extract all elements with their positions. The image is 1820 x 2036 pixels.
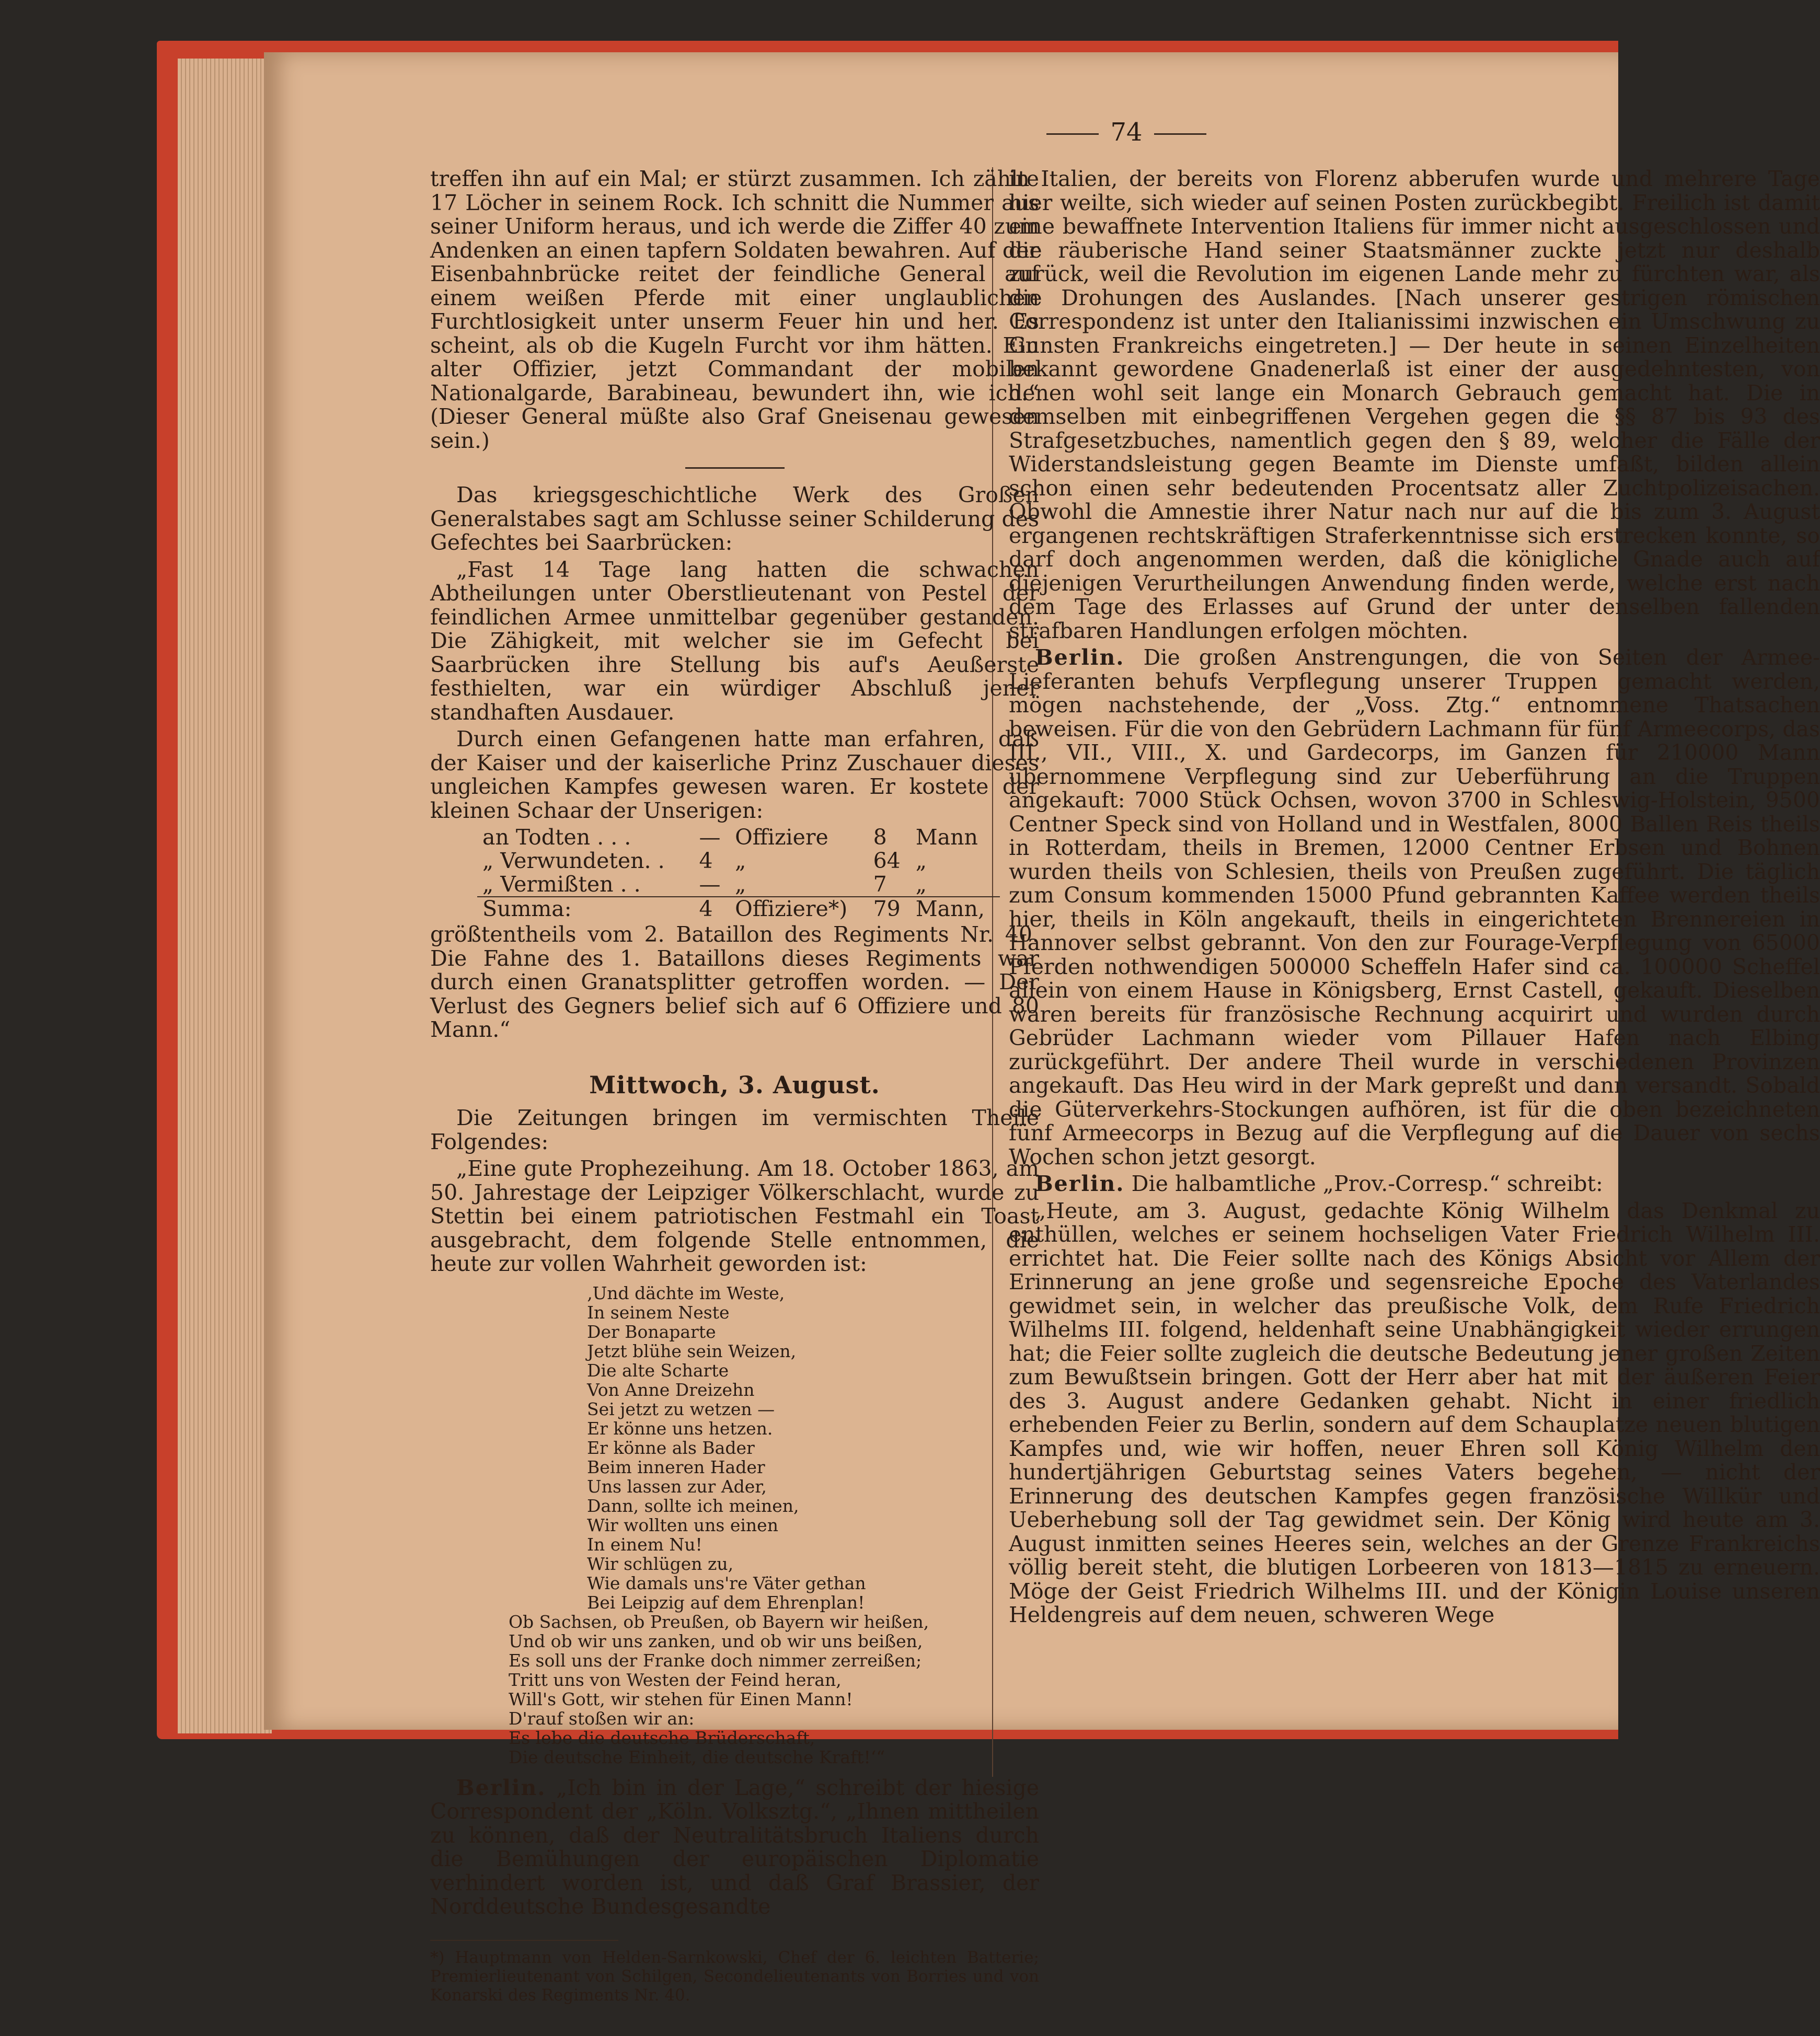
poem-line: Bei Leipzig auf dem Ehrenplan! [587, 1592, 865, 1613]
footnote: *) Hauptmann von Helden-Sarnkowski, Chef der 6. leichten Batterie; Premierlieutenant von Schilgen, Secondelieutenants von Borries und von Konarski des Regiments Nr. 40. [430, 1948, 1039, 2005]
poem-line: In seinem Neste [587, 1302, 730, 1323]
paragraph: „Eine gute Prophezeihung. Am 18. October 1863, am 50. Jahrestage der Leipziger Völkerschlacht, wurde zu Stettin bei einem patriotischen Festmahl ein Toast ausgebracht, dem folgende Stelle entnommen, die heute zur vollen Wahrheit geworden ist: [430, 1156, 1039, 1276]
dateline: Berlin. [1035, 1171, 1125, 1196]
left-column [430, 167, 1039, 2005]
table-sum-row: Summa: 4 Offiziere*) 79 Mann, [477, 897, 1000, 921]
paragraph [1009, 1172, 1820, 1196]
poem-line: Dann, sollte ich meinen, [587, 1495, 799, 1516]
poem-line: Tritt uns von Westen der Feind heran, [509, 1669, 842, 1690]
table-row: „ Vermißten . . — „ 7 „ [482, 872, 927, 897]
poem-line: D'rauf stoßen wir an: [509, 1708, 695, 1729]
paragraph [430, 1776, 1039, 1919]
poem-line: Beim inneren Hader [587, 1456, 765, 1477]
poem-line: Wir schlügen zu, [587, 1553, 734, 1574]
paragraph: größtentheils vom 2. Bataillon des Regiments Nr. 40. Die Fahne des 1. Bataillons dieses Regiments war durch einen Granatsplitter getroffen worden. — Der Verlust des Gegners belief sich auf 6 Offiziere und 80 Mann.“ [430, 922, 1039, 1042]
poem-line: Jetzt blühe sein Weizen, [587, 1340, 797, 1361]
table-row: „ Verwundeten. . 4 „ 64 „ [482, 848, 927, 873]
poem-line: Uns lassen zur Ader, [587, 1476, 767, 1497]
poem-line: Ob Sachsen, ob Preußen, ob Bayern wir heißen, [509, 1611, 929, 1632]
poem-line: Er könne uns hetzen. [587, 1418, 773, 1439]
poem-line: Wie damals uns're Väter gethan [587, 1572, 866, 1593]
footnote-rule [430, 1940, 618, 1941]
poem-line: Die deutsche Einheit, die deutsche Kraft!‘“ [509, 1746, 885, 1767]
paragraph: Das kriegsgeschichtliche Werk des Großen Generalstabes sagt am Schlusse seiner Schilderung des Gefechtes bei Saarbrücken: [430, 482, 1039, 555]
poem-line: Und ob wir uns zanken, und ob wir uns beißen, [509, 1630, 923, 1651]
poem [509, 1282, 1039, 1767]
poem-line: Er könne als Bader [587, 1437, 755, 1458]
paragraph-text: „Ich bin in der Lage,“ schreibt der hiesige Correspondent der „Köln. Volksztg.“, „Ihnen mittheilen zu können, daß der Neutralitätsbruch Italiens durch die Bemühungen der europäischen Diplomatie verhindert worden ist, und daß Graf Brassier, der Norddeutsche Bundesgesandte [430, 1775, 1039, 1919]
page-header [943, 118, 1309, 147]
paragraph: „Fast 14 Tage lang hatten die schwachen Abtheilungen unter Oberstlieutenant von Pestel der feindlichen Armee unmittelbar gegenüber gestanden. Die Zähigkeit, mit welcher sie im Gefecht bei Saarbrücken ihre Stellung bis auf's Aeußerste festhielten, war ein würdiger Abschluß jener standhaften Ausdauer. [430, 557, 1039, 725]
poem-line: Die alte Scharte [587, 1360, 729, 1381]
dateline: Berlin. [456, 1775, 546, 1800]
paragraph: in Italien, der bereits von Florenz abberufen wurde und mehrere Tage hier weilte, sich wieder auf seinen Posten zurückbegibt. Freilich ist damit eine bewaffnete Intervention Italiens für immer nicht ausgeschlossen und die räuberische Hand seiner Staatsmänner zuckte jetzt nur deshalb zurück, weil die Revolution im eigenen Lande mehr zu fürchten war, als die Drohungen des Auslandes. [Nach unserer gestrigen römischen Correspondenz ist unter den Italianissimi inzwischen ein Umschwung zu Gunsten Frankreichs eingetreten.] — Der heute in seinen Einzelheiten bekannt gewordene Gnadenerlaß ist einer der ausgedehntesten, von denen wohl seit lange ein Monarch Gebrauch gemacht hat. Die in demselben mit einbegriffenen Vergehen gegen die §§ 87 bis 93 des Strafgesetzbuches, namentlich gegen den § 89, welcher die Fälle der Widerstandsleistung gegen Beamte im Dienste umfaßt, bilden allein schon einen sehr bedeutenden Procentsatz aller Zuchtpolizeisachen. Obwohl die Amnestie ihrer Natur nach nur auf die bis zum 3. August ergangenen rechtskräftigen Straferkenntnisse sich erstrecken konnte, so darf doch angenommen werden, daß die königliche Gnade auch auf diejenigen Verurtheilungen Anwendung finden werde, welche erst nach dem Tage des Erlasses auf Grund der unter denselben fallenden strafbaren Handlungen erfolgen möchten. [1009, 166, 1820, 643]
poem-line: Von Anne Dreizehn [587, 1379, 755, 1400]
table-row: an Todten . . . — Offiziere 8 Mann [482, 825, 978, 850]
paragraph [1009, 646, 1820, 1169]
section-rule [685, 467, 785, 469]
poem-line: In einem Nu! [587, 1534, 702, 1555]
book-page [264, 52, 1820, 2005]
page-edges [178, 59, 272, 1733]
page-number: 74 [1110, 118, 1143, 147]
paragraph: „Heute, am 3. August, gedachte König Wilhelm das Denkmal zu enthüllen, welches er seinem hochseligen Vater Friedrich Wilhelm III. errichtet hat. Die Feier sollte nach des Königs Absicht vor Allem der Erinnerung an jene große und segensreiche Epoche des Vaterlandes gewidmet sein, in welcher das preußische Volk, dem Rufe Friedrich Wilhelms III. folgend, heldenhaft seine Unabhängigkeit wieder errungen hat; die Feier sollte zugleich die deutsche Bedeutung jener großen Zeiten zum Bewußtsein bringen. Gott der Herr aber hat mit der äußeren Feier des 3. August andere Gedanken gehabt. Nicht in einer friedlich erhebenden Feier zu Berlin, sondern auf dem Schauplatze neuen blutigen Kampfes und, wie wir hoffen, neuer Ehren soll König Wilhelm den hundertjährigen Geburtstag seines Vaters begehen, — nicht der Erinnerung des deutschen Kampfes gegen französische Willkür und Ueberhebung soll der Tag gewidmet sein. Der König wird heute am 3. August inmitten seines Heeres sein, welches an der Grenze Frankreichs völlig bereit steht, die blutigen Lorbeeren von 1813—1815 zu erneuern. Möge der Geist Friedrich Wilhelms III. und der Königin Louise unseren Heldengreis auf dem neuen, schweren Wege [1009, 1198, 1820, 1627]
poem-line: ‚Und dächte im Weste, [587, 1282, 785, 1303]
paragraph: Durch einen Gefangenen hatte man erfahren, daß der Kaiser und der kaiserliche Prinz Zuschauer dieses ungleichen Kampfes gewesen waren. Er kostete der kleinen Schaar der Unserigen: [430, 726, 1039, 823]
poem-line: Will's Gott, wir stehen für Einen Mann! [509, 1688, 853, 1709]
dateline: Berlin. [1035, 645, 1125, 670]
poem-line: Wir wollten uns einen [587, 1514, 778, 1535]
header-dash-left [1046, 133, 1099, 135]
paragraph-text: Die großen Anstrengungen, die von Seiten der Armee-Lieferanten behufs Verpflegung unserer Truppen gemacht werden, mögen nachstehende, der „Voss. Ztg.“ entnommene Thatsachen beweisen. Für die von den Gebrüdern Lachmann für fünf Armeecorps, das III., VII., VIII., X. und Gardecorps, im Ganzen für 210000 Mann übernommene Verpflegung sind zur Ueberführung an die Truppen angekauft: 7000 Stück Ochsen, wovon 3700 in Schleswig-Holstein, 9500 Centner Speck sind von Holland und in Westfalen, 8000 Ballen Reis theils in Rotterdam, theils in Bremen, 12000 Centner Erbsen und Bohnen wurden theils von Schlesien, theils von Preußen zugeführt. Die täglich zum Consum kommenden 15000 Pfund gebrannten Kaffee werden theils hier, theils in Köln angekauft, theils in eingerichteten Brennereien in Hannover selbst gebrannt. Von den zur Fourage-Verpflegung von 65000 Pferden nothwendigen 500000 Scheffeln Hafer sind ca. 100000 Scheffel allein von einem Hause in Königsberg, Ernst Castell, gekauft. Dieselben waren bereits für französische Rechnung acquirirt und wurden durch Gebrüder Lachmann wieder vom Pillauer Hafen nach Elbing zurückgeführt. Der andere Theil wurde in verschiedenen Provinzen angekauft. Das Heu wird in der Mark gepreßt und dann versandt. Sobald die Güterverkehrs-Stockungen aufhören, ist für die oben bezeichneten fünf Armeecorps in Bezug auf die Verpflegung auf die Dauer von sechs Wochen schon jetzt gesorgt. [1009, 645, 1820, 1170]
poem-line: Es soll uns der Franke doch nimmer zerreißen; [509, 1650, 922, 1671]
losses-table [477, 826, 1000, 921]
poem-line: Der Bonaparte [587, 1321, 716, 1342]
section-heading: Mittwoch, 3. August. [589, 1070, 880, 1099]
poem-line: Sei jetzt zu wetzen — [587, 1398, 775, 1419]
header-dash-right [1154, 133, 1206, 135]
poem-line: Es lebe die deutsche Brüderschaft, [509, 1727, 815, 1748]
paragraph: treffen ihn auf ein Mal; er stürzt zusammen. Ich zählte 17 Löcher in seinem Rock. Ich schnitt die Nummer aus seiner Uniform heraus, und ich werde die Ziffer 40 zum Andenken an einen tapfern Soldaten bewahren. Auf der Eisenbahnbrücke reitet der feindliche General auf einem weißen Pferde mit einer unglaublichen Furchtlosigkeit unter unserm Feuer hin und her. Es scheint, als ob die Kugeln Furcht vor ihm hätten. Ein alter Offizier, jetzt Commandant der mobilen Nationalgarde, Barabineau, bewundert ihn, wie ich.“ (Dieser General müßte also Graf Gneisenau gewesen sein.) [430, 166, 1039, 453]
right-column [1009, 167, 1820, 1630]
paragraph-text: Die halbamtliche „Prov.-Corresp.“ schreibt: [1131, 1171, 1603, 1196]
paragraph: Die Zeitungen bringen im vermischten Theile Folgendes: [430, 1105, 1039, 1154]
